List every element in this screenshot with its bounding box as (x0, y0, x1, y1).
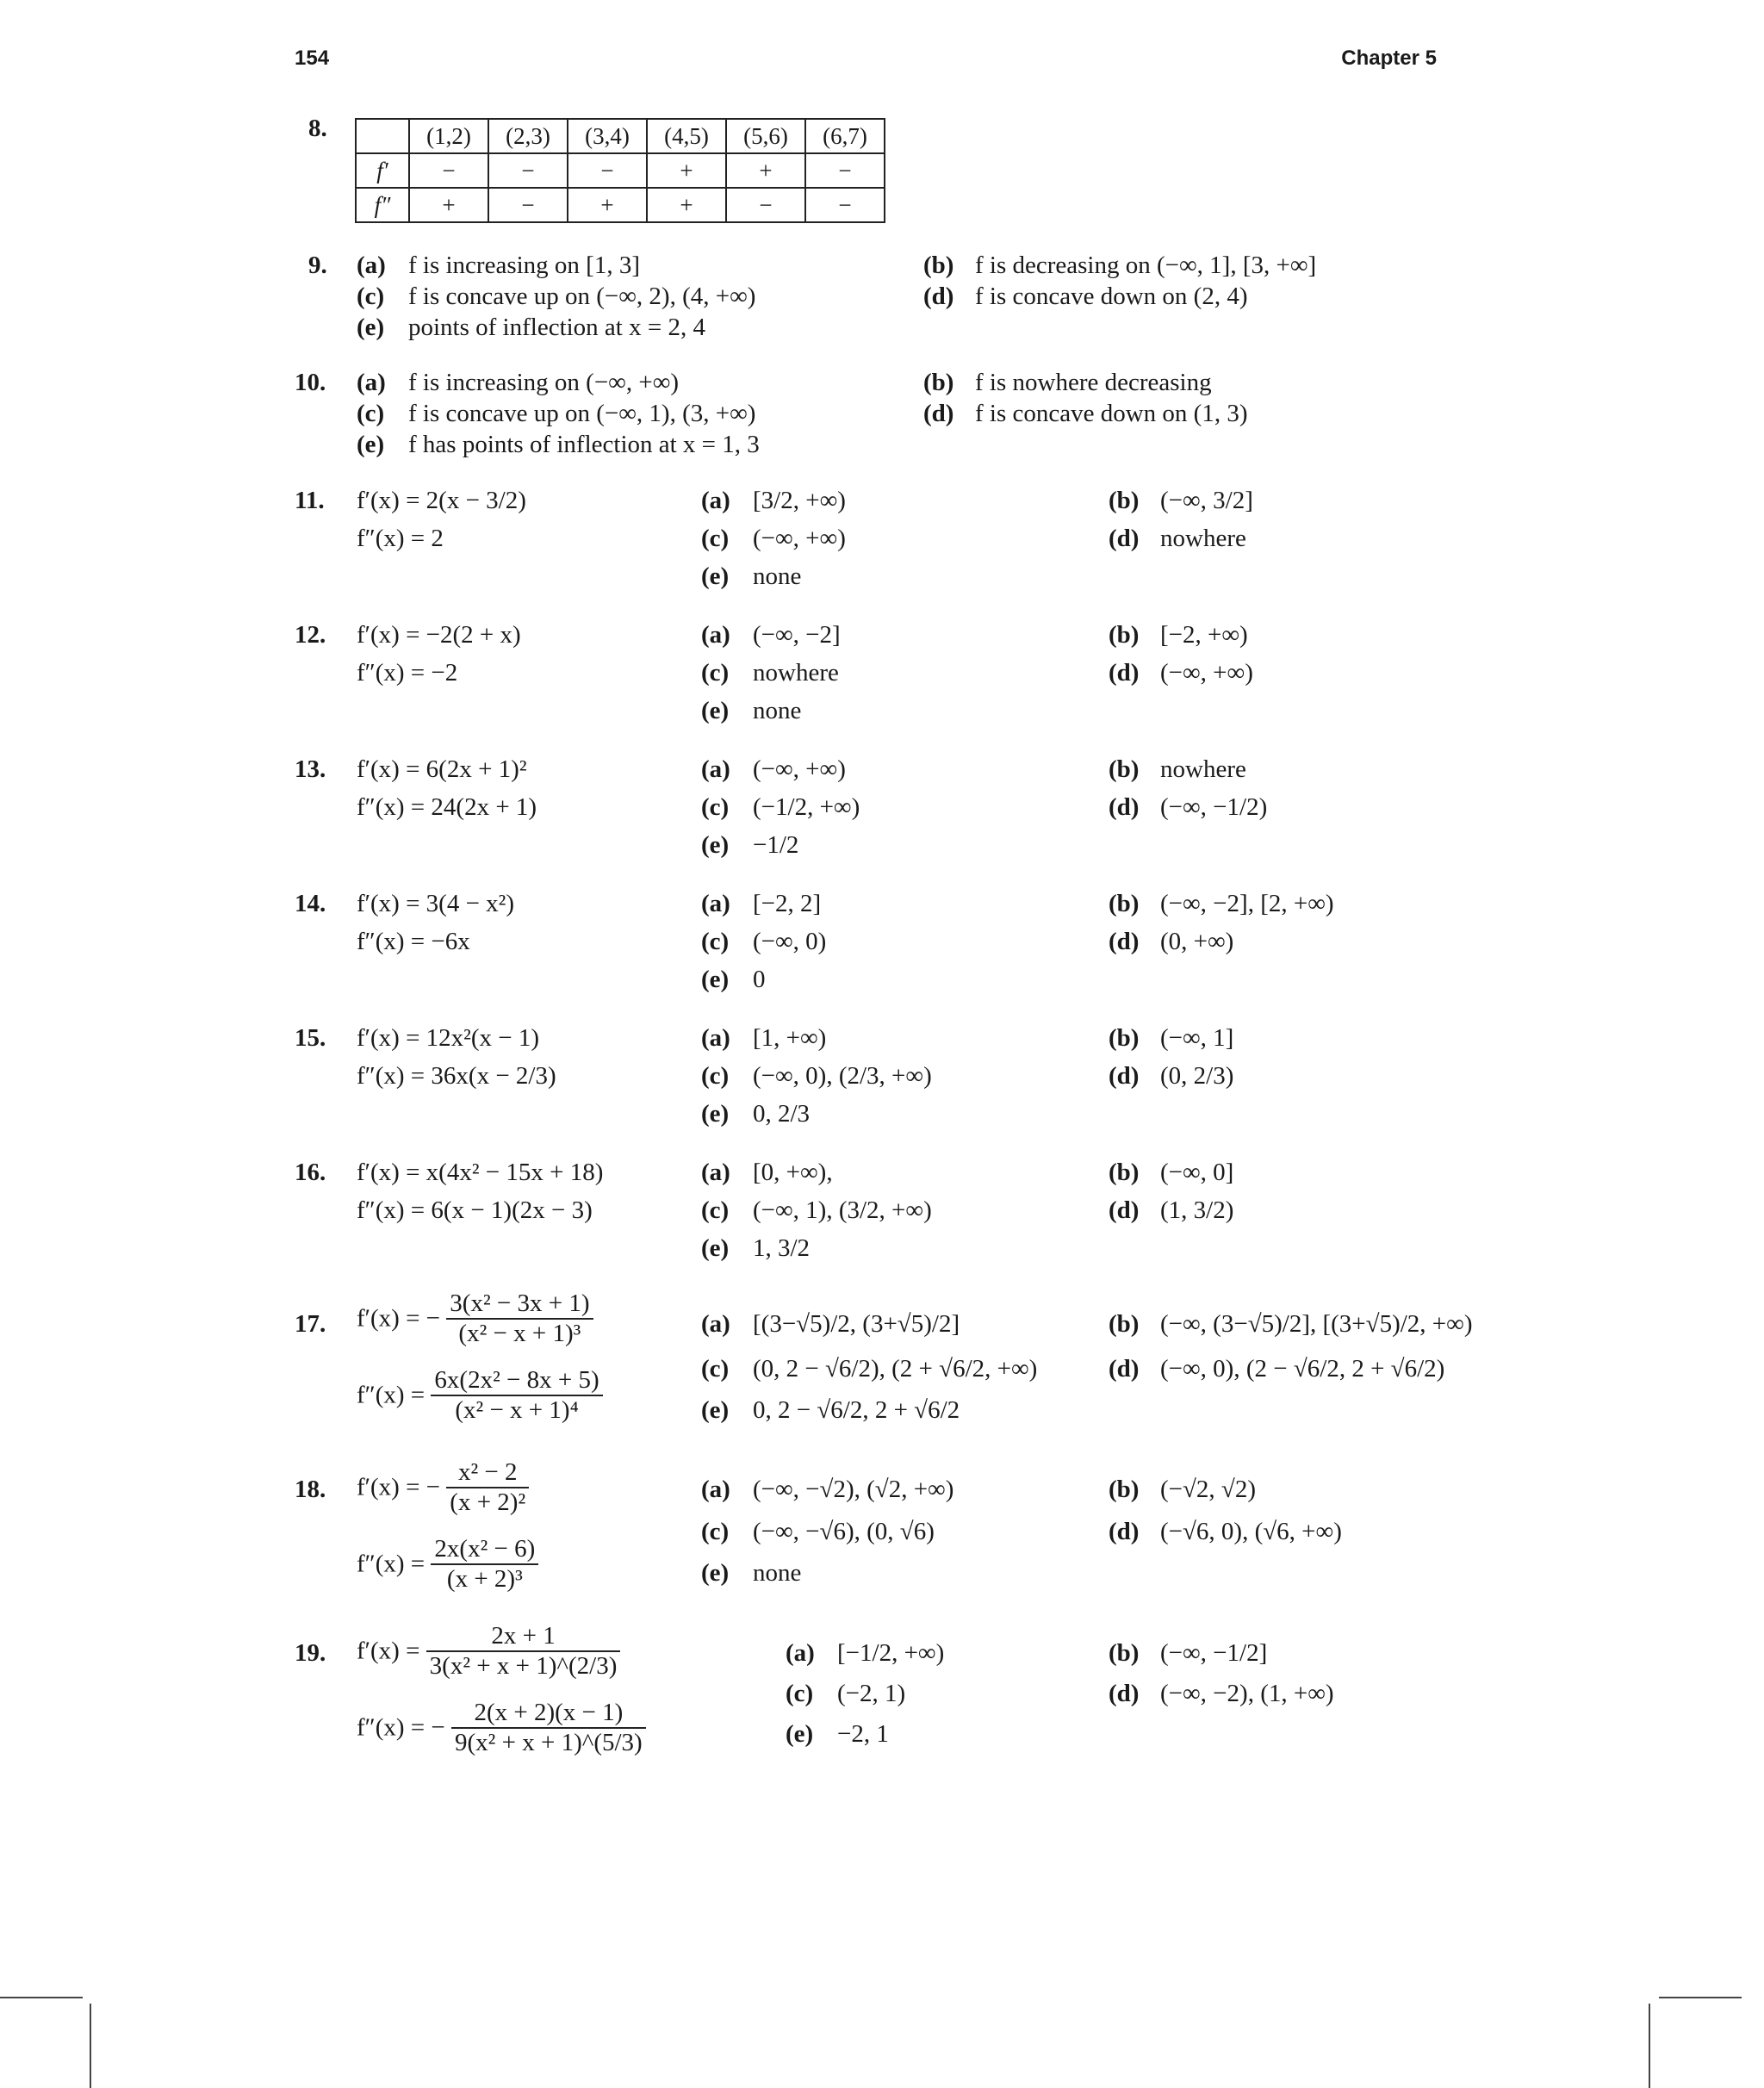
answer-e: (e) none (701, 562, 802, 590)
second-derivative: f″(x) = $\frac{\text{6x(2x² − 8x + 5)}}{\text{(x² − x + 1)⁴}}$ (357, 1366, 603, 1425)
crop-mark (1649, 2004, 1650, 2088)
answer-e: (e) −1/2 (701, 831, 799, 859)
table-cell: − (488, 153, 568, 188)
first-derivative: f′(x) = 6(2x + 1)² (357, 755, 527, 783)
answer-d: (d) (0, 2/3) (1109, 1062, 1234, 1090)
answer-e: (e) 0, 2 − √6/2, 2 + √6/2 (701, 1396, 960, 1424)
table-header-cell: (6,7) (805, 119, 885, 153)
answer-b: (b) (−√2, √2) (1109, 1476, 1257, 1503)
answer-c: (c) (−2, 1) (786, 1680, 906, 1707)
answer-a: (a) (−∞, −√2), (√2, +∞) (701, 1476, 954, 1503)
answer-d: (d) (1, 3/2) (1109, 1196, 1234, 1224)
first-derivative: f′(x) = 3(4 − x²) (357, 890, 515, 917)
first-derivative: f′(x) = − $\frac{\text{x² − 2}}{\text{(x + 2)²}}$ (357, 1458, 529, 1517)
answer-b: (b) f is decreasing on (−∞, 1], [3, +∞] (923, 252, 1317, 279)
table-header-cell: (4,5) (647, 119, 726, 153)
answer-b: (b) (−∞, (3−√5)/2], [(3+√5)/2, +∞) (1109, 1310, 1473, 1338)
first-derivative: f′(x) = −2(2 + x) (357, 621, 521, 649)
answer-c: (c) f is concave up on (−∞, 1), (3, +∞) (357, 400, 756, 427)
table-cell: + (647, 188, 726, 222)
answer-a: (a) [0, +∞), (701, 1159, 833, 1186)
table-cell: + (568, 188, 647, 222)
fraction: $\frac{2x + 1}{\text{3(x² + x + 1)\textasciicircum{}(2/3)}}$ (426, 1622, 621, 1681)
answer-e: (e) 0 (701, 966, 766, 993)
problem-number: 10. (295, 369, 326, 396)
table-header-cell: (5,6) (726, 119, 805, 153)
fraction: $\frac{\text{6x(2x² − 8x + 5)}}{\text{(x² − x + 1)⁴}}$ (431, 1366, 602, 1425)
answer-c: (c) (−1/2, +∞) (701, 793, 860, 821)
table-cell: − (726, 188, 805, 222)
answer-e: (e) −2, 1 (786, 1720, 889, 1748)
answer-d: (d) (−√6, 0), (√6, +∞) (1109, 1518, 1342, 1545)
row-label: f″ (356, 188, 409, 222)
table-row (356, 188, 885, 222)
second-derivative: f″(x) = 2 (357, 525, 444, 552)
answer-a: (a) [3/2, +∞) (701, 487, 846, 514)
answer-d: (d) (−∞, −1/2) (1109, 793, 1268, 821)
answer-e: (e) 0, 2/3 (701, 1100, 811, 1128)
answer-c: (c) (−∞, 0) (701, 928, 827, 955)
first-derivative: f′(x) = $\frac{2x + 1}{\text{3(x² + x + 1)\textasciicircum{}(2/3)}}$ (357, 1622, 620, 1681)
table-cell: + (726, 153, 805, 188)
page-number: 154 (295, 47, 330, 70)
table-cell: + (647, 153, 726, 188)
answer-c: (c) (−∞, −√6), (0, √6) (701, 1518, 935, 1545)
problem-number: 19. (295, 1639, 326, 1667)
answer-d: (d) (−∞, 0), (2 − √6/2, 2 + √6/2) (1109, 1355, 1445, 1383)
answer-b: (b) (−∞, 3/2] (1109, 487, 1253, 514)
answer-e: (e) f has points of inflection at x = 1, 3 (357, 431, 760, 458)
answer-e: (e) 1, 3/2 (701, 1234, 811, 1262)
row-label: f′ (356, 153, 409, 188)
problem-number: 15. (295, 1024, 326, 1052)
table-cell: − (568, 153, 647, 188)
problem-number: 17. (295, 1310, 326, 1338)
table-row (356, 153, 885, 188)
first-derivative: f′(x) = 2(x − 3/2) (357, 487, 526, 514)
table-header-cell: (3,4) (568, 119, 647, 153)
crop-mark (90, 2004, 91, 2088)
first-derivative: f′(x) = − $\frac{\text{3(x² − 3x + 1)}}{\text{(x² − x + 1)³}}$ (357, 1289, 593, 1348)
answer-b: (b) nowhere (1109, 755, 1246, 783)
table-cell: − (409, 153, 488, 188)
answer-c: (c) f is concave up on (−∞, 2), (4, +∞) (357, 283, 756, 310)
answer-d: (d) f is concave down on (1, 3) (923, 400, 1248, 427)
answer-c: (c) nowhere (701, 659, 839, 687)
answer-b: (b) (−∞, 1] (1109, 1024, 1234, 1052)
fraction: $\frac{2(x + 2)(x - 1)}{\text{9(x² + x + 1)\textasciicircum{}(5/3)}}$ (451, 1699, 646, 1757)
first-derivative: f′(x) = 12x²(x − 1) (357, 1024, 540, 1052)
answer-a: (a) (−∞, +∞) (701, 755, 846, 783)
answer-a: (a) [−2, 2] (701, 890, 822, 917)
second-derivative: f″(x) = $\frac{\text{2x(x² − 6)}}{\text{(x + 2)³}}$ (357, 1535, 538, 1594)
crop-mark (1659, 1997, 1742, 1998)
answer-a: (a) f is increasing on (−∞, +∞) (357, 369, 680, 396)
answer-e: (e) none (701, 1559, 802, 1587)
answer-b: (b) (−∞, −1/2] (1109, 1639, 1268, 1667)
answer-e: (e) points of inflection at x = 2, 4 (357, 314, 705, 341)
answer-e: (e) none (701, 697, 802, 724)
answer-d: (d) (0, +∞) (1109, 928, 1234, 955)
answer-b: (b) (−∞, 0] (1109, 1159, 1234, 1186)
answer-d: (d) (−∞, +∞) (1109, 659, 1253, 687)
answer-b: (b) (−∞, −2], [2, +∞) (1109, 890, 1334, 917)
answer-a: (a) f is increasing on [1, 3] (357, 252, 640, 279)
second-derivative: f″(x) = −2 (357, 659, 458, 687)
problem-number: 11. (295, 487, 325, 514)
answer-d: (d) f is concave down on (2, 4) (923, 283, 1248, 310)
fraction: $\frac{\text{x² − 2}}{\text{(x + 2)²}}$ (446, 1458, 529, 1517)
problem-number: 14. (295, 890, 326, 917)
answer-d: (d) (−∞, −2), (1, +∞) (1109, 1680, 1334, 1707)
answer-a: (a) [1, +∞) (701, 1024, 827, 1052)
problem-number: 8. (308, 115, 327, 142)
table-header-row (356, 119, 885, 153)
table-cell: − (805, 153, 885, 188)
answer-a: (a) [(3−√5)/2, (3+√5)/2] (701, 1310, 960, 1338)
problem-number: 18. (295, 1476, 326, 1503)
table-corner (356, 119, 409, 153)
table-header-cell: (2,3) (488, 119, 568, 153)
second-derivative: f″(x) = 6(x − 1)(2x − 3) (357, 1196, 593, 1224)
first-derivative: f′(x) = x(4x² − 15x + 18) (357, 1159, 604, 1186)
answer-c: (c) (−∞, +∞) (701, 525, 846, 552)
table-cell: − (805, 188, 885, 222)
crop-mark (0, 1997, 83, 1998)
answer-c: (c) (−∞, 0), (2/3, +∞) (701, 1062, 932, 1090)
problem-number: 9. (308, 252, 327, 279)
table-header-cell: (1,2) (409, 119, 488, 153)
answer-c: (c) (−∞, 1), (3/2, +∞) (701, 1196, 932, 1224)
answer-c: (c) (0, 2 − √6/2), (2 + √6/2, +∞) (701, 1355, 1038, 1383)
problem-number: 13. (295, 755, 326, 783)
fraction: $\frac{\text{2x(x² − 6)}}{\text{(x + 2)³}}$ (431, 1535, 538, 1594)
answer-a: (a) [−1/2, +∞) (786, 1639, 945, 1667)
table-cell: + (409, 188, 488, 222)
chapter-title: Chapter 5 (1341, 47, 1437, 70)
fraction: $\frac{\text{3(x² − 3x + 1)}}{\text{(x² − x + 1)³}}$ (446, 1289, 593, 1348)
second-derivative: f″(x) = −6x (357, 928, 470, 955)
answer-a: (a) (−∞, −2] (701, 621, 841, 649)
table-cell: − (488, 188, 568, 222)
problem-number: 12. (295, 621, 326, 649)
answer-b: (b) [−2, +∞) (1109, 621, 1248, 649)
problem-number: 16. (295, 1159, 326, 1186)
sign-table (355, 118, 885, 223)
second-derivative: f″(x) = − $\frac{2(x + 2)(x - 1)}{\text{9(x² + x + 1)\textasciicircum{}(5/3)}}$ (357, 1699, 646, 1757)
answer-b: (b) f is nowhere decreasing (923, 369, 1212, 396)
second-derivative: f″(x) = 36x(x − 2/3) (357, 1062, 556, 1090)
second-derivative: f″(x) = 24(2x + 1) (357, 793, 537, 821)
answer-d: (d) nowhere (1109, 525, 1246, 552)
